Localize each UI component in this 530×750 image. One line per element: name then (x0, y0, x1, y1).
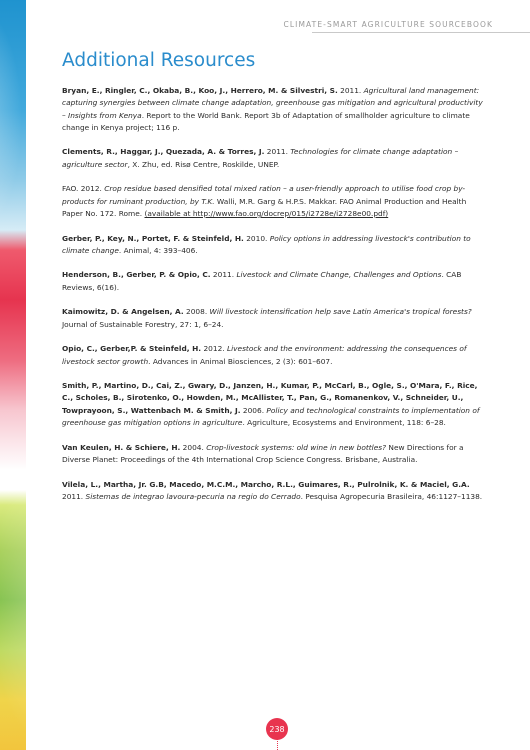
decorative-side-strip (0, 0, 26, 750)
reference-item (62, 479, 488, 504)
reference-details: . Advances in Animal Biosciences, 2 (3): 601–607. (148, 356, 333, 366)
reference-year: 2011. (264, 147, 291, 157)
reference-authors: Kaimowitz, D. & Angelsen, A. (62, 307, 184, 317)
reference-authors: Opio, C., Gerber,P. & Steinfeld, H. (62, 344, 202, 354)
reference-title: Agricultural land management: capturing synergies between climate change adaptation, greenhouse gas mitigation and agricultural productivity – Insights from Kenya (62, 86, 483, 120)
reference-details: . Pesquisa Agropecuria Brasileira, 46:1127–1138. (300, 491, 483, 501)
reference-details: , X. Zhu, ed. Risø Centre, Roskilde, UNEP. (127, 159, 280, 169)
reference-details: . CAB Reviews, 6(16). (62, 270, 462, 292)
page-title: Additional Resources (62, 50, 256, 71)
reference-item (62, 343, 488, 368)
reference-year: 2010. (243, 233, 270, 243)
reference-title: Crop residue based densified total mixed ration – a user-friendly approach to utilise food crop by-products for ruminant production, by T.K. (62, 184, 466, 206)
reference-year: 2011. (62, 491, 86, 501)
reference-title: Technologies for climate change adaptation – agriculture sector (62, 147, 459, 169)
reference-item (62, 306, 488, 331)
reference-year: FAO. 2012. (62, 184, 105, 194)
reference-authors: Vilela, L., Martha, Jr. G.B, Macedo, M.C.M., Marcho, R.L., Guimares, R., Pulrolnik, K. & Maciel, G.A. (62, 479, 470, 489)
reference-authors: Van Keulen, H. & Schiere, H. (62, 442, 181, 452)
reference-item (62, 85, 488, 134)
reference-year: 2006. (240, 405, 267, 415)
header-rule (312, 32, 530, 33)
reference-title: Crop-livestock systems: old wine in new bottles? (206, 442, 387, 452)
reference-authors: Clements, R., Haggar, J., Quezada, A. & Torres, J. (62, 147, 265, 157)
reference-title: Will livestock intensification help save Latin America's tropical forests? (209, 307, 472, 317)
reference-authors: Smith, P., Martino, D., Cai, Z., Gwary, D., Janzen, H., Kumar, P., McCarl, B., Ogle, S., O'Mara, F., Rice, C., Scholes, B., Sirotenko, O., Howden, M., McAllister, T., Pan, G., Romanenkov, V., Schneider, U., Towprayoon, S., Wattenbach M. & Smith, J. (62, 381, 478, 415)
reference-authors: Gerber, P., Key, N., Portet, F. & Steinfeld, H. (62, 233, 244, 243)
reference-item (62, 442, 488, 467)
reference-details: . Agriculture, Ecosystems and Environment, 118: 6–28. (242, 418, 446, 428)
reference-authors: Henderson, B., Gerber, P. & Opio, C. (62, 270, 211, 280)
reference-details: Walli, M.R. Garg & H.P.S. Makkar. FAO Animal Production and Health Paper No. 172. Rome. (62, 196, 467, 218)
running-head: CLIMATE-SMART AGRICULTURE SOURCEBOOK (283, 20, 493, 29)
reference-details: . Animal, 4: 393–406. (118, 245, 198, 255)
reference-details: New Directions for a Diverse Planet: Proceedings of the 4th International Crop Science Congress. Brisbane, Australia. (62, 442, 464, 464)
page-number-badge: 238 (266, 718, 288, 740)
reference-title: Policy and technological constraints to implementation of greenhouse gas mitigation options in agriculture (62, 405, 480, 428)
reference-item (62, 183, 488, 220)
reference-year: 2008. (183, 307, 210, 317)
reference-details: . Report to the World Bank. Report 3b of Adaptation of smallholder agriculture to climate change in Kenya project; 116 p. (62, 110, 470, 132)
reference-year: 2004. (180, 442, 207, 452)
reference-title: Sistemas de integrao lavoura-pecuria na regio do Cerrado (85, 491, 301, 501)
reference-title: Livestock and Climate Change, Challenges and Options (236, 270, 442, 280)
reference-item (62, 269, 488, 294)
reference-year: 2011. (337, 86, 364, 95)
reference-title: Livestock and the environment: addressing the consequences of livestock sector growth (62, 344, 467, 366)
reference-details: Journal of Sustainable Forestry, 27: 1, 6–24. (62, 319, 224, 329)
reference-year: 2011. (210, 270, 237, 280)
reference-year: 2012. (201, 344, 227, 354)
reference-list (62, 85, 488, 515)
reference-authors: Bryan, E., Ringler, C., Okaba, B., Koo, J., Herrero, M. & Silvestri, S. (62, 86, 338, 95)
reference-item (62, 380, 488, 429)
reference-title: Policy options in addressing livestock's contribution to climate change (62, 233, 471, 255)
reference-item (62, 146, 488, 171)
reference-link[interactable]: (available at http://www.fao.org/docrep/015/i2728e/i2728e00.pdf) (144, 208, 389, 218)
side-strip-swoosh (0, 0, 26, 750)
reference-item (62, 233, 488, 258)
